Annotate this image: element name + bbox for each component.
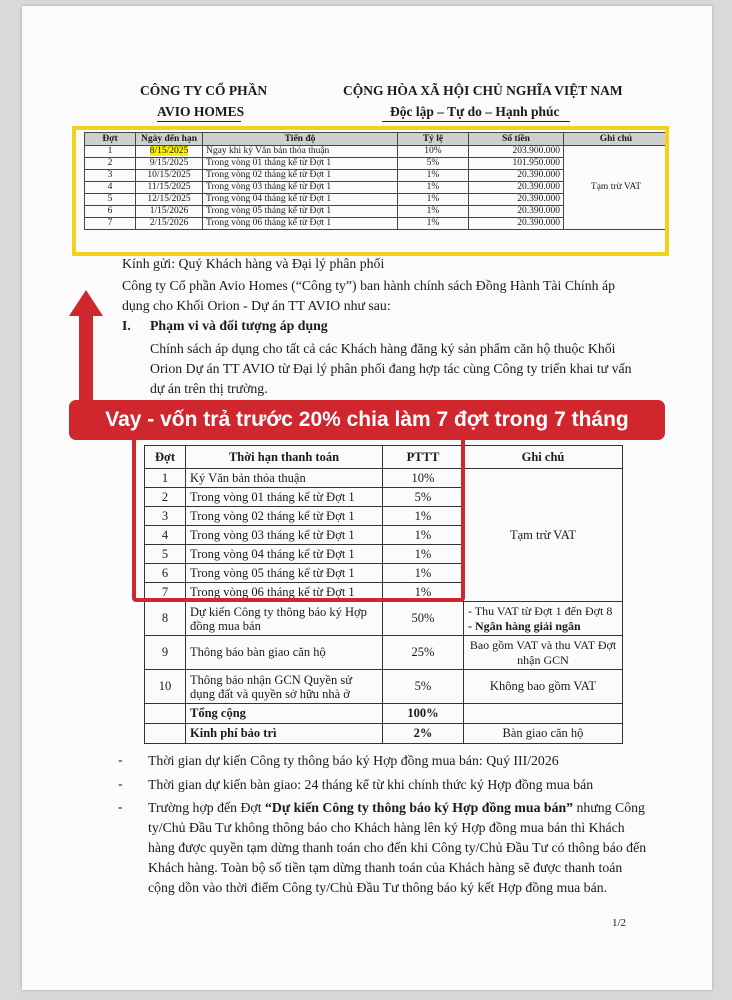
cell-progress: Ngay khi ký Văn bản thỏa thuận — [203, 146, 398, 158]
cell-progress: Trong vòng 05 tháng kể từ Đợt 1 — [203, 206, 398, 218]
cell-pct: 5% — [383, 488, 464, 507]
cell-amount: 20.390.000 — [469, 218, 564, 230]
cell-date-highlighted: 8/15/2025 — [149, 146, 189, 156]
cell-date: 10/15/2025 — [136, 170, 203, 182]
maintenance-value: 2% — [383, 724, 464, 744]
cell-note-vat: Tạm trừ VAT — [464, 469, 623, 602]
nation-title: CỘNG HÒA XÃ HỘI CHỦ NGHĨA VIỆT NAM — [343, 83, 623, 98]
cell-note-9: Bao gồm VAT và thu VAT Đợt nhận GCN — [464, 636, 623, 670]
cell-rate: 1% — [398, 206, 469, 218]
cell-pct: 1% — [383, 507, 464, 526]
red-up-arrow-icon — [68, 290, 104, 412]
table-row — [145, 670, 623, 704]
cell-dot: 7 — [85, 218, 136, 230]
cell-dot: 2 — [145, 488, 186, 507]
col-header-rate: Tỷ lệ — [398, 133, 469, 146]
table-row-maintenance — [145, 724, 623, 744]
cell-dot: 1 — [85, 146, 136, 158]
headline-banner: Vay - vốn trả trước 20% chia làm 7 đợt trong 7 tháng — [69, 400, 665, 440]
cell-dot: 2 — [85, 158, 136, 170]
cell-pct: 10% — [383, 469, 464, 488]
note-8-line-b: - Ngân hàng giải ngân — [468, 618, 581, 633]
col-header-due-date: Ngày đến hạn — [136, 133, 203, 146]
cell-progress: Trong vòng 01 tháng kể từ Đợt 1 — [203, 158, 398, 170]
bullet-dash: - — [118, 776, 123, 791]
nation-motto: Độc lập – Tự do – Hạnh phúc — [390, 104, 560, 119]
note-8-line-a: - Thu VAT từ Đợt 1 đến Đợt 8 — [468, 603, 613, 618]
cell-term: Trong vòng 02 tháng kể từ Đợt 1 — [186, 507, 383, 526]
section-paragraph: Chính sách áp dụng cho tất cả các Khách hàng đăng ký sản phẩm căn hộ thuộc Khối Orion Dự án TT AVIO từ Đại lý phân phối đang hợp tác cùng Công ty triển khai tư vấn dự án trên thị trường. — [150, 341, 632, 396]
col-header-pttt: PTTT — [383, 446, 464, 469]
cell-progress: Trong vòng 02 tháng kể từ Đợt 1 — [203, 170, 398, 182]
cell-term: Thông báo nhận GCN Quyền sử dụng đất và quyền sở hữu nhà ở — [186, 670, 383, 704]
cell-rate: 1% — [398, 194, 469, 206]
bullet-dash: - — [118, 799, 123, 814]
col-header-progress: Tiến độ — [203, 133, 398, 146]
section-number: I. — [122, 318, 131, 333]
cell-pct: 1% — [383, 526, 464, 545]
maintenance-note: Bàn giao căn hộ — [464, 724, 623, 744]
cell-amount: 20.390.000 — [469, 182, 564, 194]
cell-dot: 6 — [85, 206, 136, 218]
cell-term: Trong vòng 03 tháng kể từ Đợt 1 — [186, 526, 383, 545]
red-highlight-frame — [132, 435, 465, 602]
cell-dot: 3 — [145, 507, 186, 526]
section-title: Phạm vi và đối tượng áp dụng — [150, 318, 328, 333]
cell-note-10: Không bao gồm VAT — [464, 670, 623, 704]
cell-note-8 — [464, 602, 623, 636]
intro-paragraph: Công ty Cổ phần Avio Homes (“Công ty”) ban hành chính sách Đồng Hành Tài Chính áp dụng cho Khối Orion - Dự án TT AVIO như sau: — [122, 278, 616, 313]
cell-term: Trong vòng 06 tháng kể từ Đợt 1 — [186, 583, 383, 602]
cell-pct: 1% — [383, 545, 464, 564]
cell-rate: 1% — [398, 170, 469, 182]
cell-pct: 1% — [383, 583, 464, 602]
cell-dot: 4 — [85, 182, 136, 194]
total-value: 100% — [383, 704, 464, 724]
cell-pct: 1% — [383, 564, 464, 583]
cell-amount: 20.390.000 — [469, 206, 564, 218]
cell-dot: 9 — [145, 636, 186, 670]
cell-dot: 5 — [145, 545, 186, 564]
col-header-note: Ghi chú — [564, 133, 669, 146]
cell-term: Dự kiến Công ty thông báo ký Hợp đồng mua bán — [186, 602, 383, 636]
col-header-dot: Đợt — [85, 133, 136, 146]
cell-dot: 6 — [145, 564, 186, 583]
cell-dot: 7 — [145, 583, 186, 602]
cell-progress: Trong vòng 04 tháng kể từ Đợt 1 — [203, 194, 398, 206]
col-header-amount: Số tiền — [469, 133, 564, 146]
table-row — [145, 602, 623, 636]
cell-rate: 1% — [398, 182, 469, 194]
cell-amount: 101.950.000 — [469, 158, 564, 170]
bullet-suspension-clause — [148, 798, 648, 898]
cell-rate: 5% — [398, 158, 469, 170]
cell-date: 2/15/2026 — [136, 218, 203, 230]
company-name-line2: AVIO HOMES — [157, 104, 245, 119]
cell-dot: 1 — [145, 469, 186, 488]
clause-text-pre: Trường hợp đến Đợt — [148, 800, 266, 815]
cell-progress: Trong vòng 06 tháng kể từ Đợt 1 — [203, 218, 398, 230]
cell-dot: 10 — [145, 670, 186, 704]
cell-pct: 25% — [383, 636, 464, 670]
cell-amount: 20.390.000 — [469, 170, 564, 182]
cell-date: 12/15/2025 — [136, 194, 203, 206]
cell-term: Ký Văn bản thỏa thuận — [186, 469, 383, 488]
cell-pct: 5% — [383, 670, 464, 704]
cell-pct: 50% — [383, 602, 464, 636]
cell-dot: 4 — [145, 526, 186, 545]
col-header-note: Ghi chú — [464, 446, 623, 469]
col-header-term: Thời hạn thanh toán — [186, 446, 383, 469]
cell-dot: 5 — [85, 194, 136, 206]
cell-progress: Trong vòng 03 tháng kể từ Đợt 1 — [203, 182, 398, 194]
table-row-total — [145, 704, 623, 724]
yellow-highlight-frame — [72, 126, 669, 256]
cell-amount: 203.900.000 — [469, 146, 564, 158]
cell-dot: 8 — [145, 602, 186, 636]
maintenance-label: Kinh phí bảo trì — [186, 724, 383, 744]
cell-term: Trong vòng 04 tháng kể từ Đợt 1 — [186, 545, 383, 564]
cell-term: Trong vòng 05 tháng kể từ Đợt 1 — [186, 564, 383, 583]
company-underline — [157, 121, 241, 122]
motto-underline — [382, 121, 570, 122]
page-number: 1/2 — [612, 917, 627, 929]
cell-term: Trong vòng 01 tháng kể từ Đợt 1 — [186, 488, 383, 507]
col-header-dot: Đợt — [145, 446, 186, 469]
cell-rate: 10% — [398, 146, 469, 158]
cell-date: 9/15/2025 — [136, 158, 203, 170]
cell-term: Thông báo bàn giao căn hộ — [186, 636, 383, 670]
table-row — [145, 636, 623, 670]
cell-dot: 3 — [85, 170, 136, 182]
cell-rate: 1% — [398, 218, 469, 230]
bullet-contract-time: Thời gian dự kiến Công ty thông báo ký Hợp đồng mua bán: Quý III/2026 — [148, 753, 559, 768]
company-name-line1: CÔNG TY CỔ PHẦN — [140, 83, 268, 98]
greeting-text: Kính gửi: Quý Khách hàng và Đại lý phân phối — [122, 256, 385, 271]
cell-note: Tạm trừ VAT — [564, 146, 669, 230]
cell-date: 1/15/2026 — [136, 206, 203, 218]
cell-date: 11/15/2025 — [136, 182, 203, 194]
bullet-dash: - — [118, 752, 123, 767]
clause-text-bold: “Dự kiến Công ty thông báo ký Hợp đồng mua bán” — [265, 800, 574, 815]
clause-text-post: nhưng Công ty/Chủ Đầu Tư không thông báo cho Khách hàng lên ký Hợp đồng mua bán thì Khách hàng được quyền tạm dừng thanh toán cho đến khi Công ty/Chủ Đầu Tư có thông báo đến Khách hàng. Toàn bộ số tiền tạm dừng thanh toán của Khách hàng sẽ được thanh toán cộng dồn vào thời điểm Công ty/Chủ Đầu Tư thông báo ký kết Hợp đồng mua bán. — [148, 800, 647, 895]
bullet-handover-time: Thời gian dự kiến bàn giao: 24 tháng kể từ khi chính thức ký Hợp đồng mua bán — [148, 777, 594, 792]
cell-amount: 20.390.000 — [469, 194, 564, 206]
total-label: Tổng cộng — [186, 704, 383, 724]
